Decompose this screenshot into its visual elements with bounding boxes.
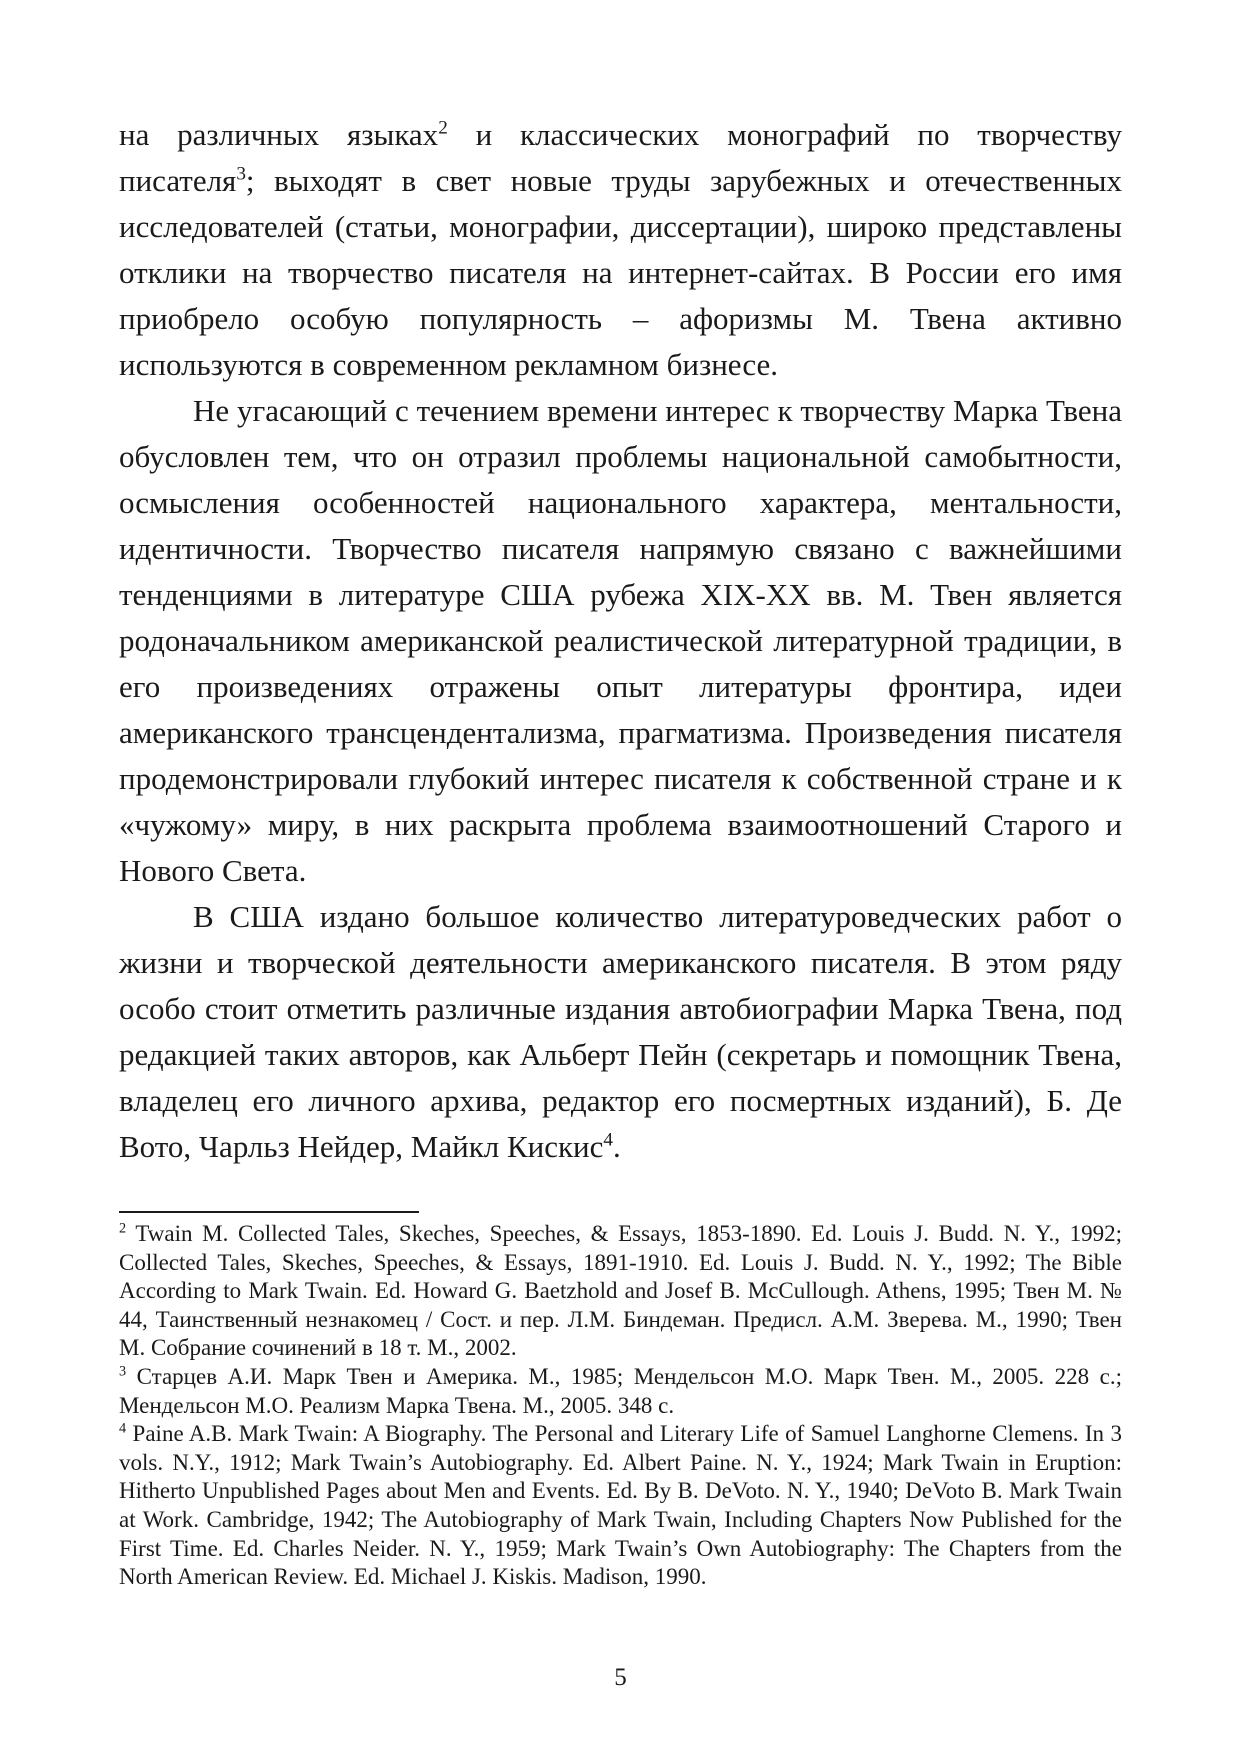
footnote-marker: 3 bbox=[119, 1363, 127, 1380]
footnote-4 bbox=[119, 1420, 1122, 1592]
footnote-text: Paine A.B. Mark Twain: A Biography. The Personal and Literary Life of Samuel Langhorne Clemens. In 3 vols. N.Y., 1912; Mark Twain’s Autobiography. Ed. Albert Paine. N. Y., 1924; Mark Twain in Eruption: Hitherto Unpublished Pages about Men and Events. Ed. By B. DeVoto. N. Y., 1940; DeVoto B. Mark Twain at Work. Cambridge, 1942; The Autobiography of Mark Twain, Including Chapters Now Published for the First Time. Ed. Charles Neider. N. Y., 1959; Mark Twain’s Own Autobiography: The Chapters from the North American Review. Ed. Michael J. Kiskis. Madison, 1990. bbox=[119, 1421, 1122, 1590]
paragraph-1-part-c: ; выходят в свет новые труды зарубежных и отечественных исследователей (статьи, монографии, диссертации), широко представлены отклики на творчество писателя на интернет-сайтах. В России его имя приобрело особую популярность – афоризмы М. Твена активно используются в современном рекламном бизнесе. bbox=[119, 163, 1122, 382]
footnote-3 bbox=[119, 1363, 1122, 1420]
paragraph-1 bbox=[119, 112, 1122, 388]
main-text bbox=[119, 112, 1122, 1170]
footnote-ref-4: 4 bbox=[603, 1129, 614, 1151]
footnote-text: Старцев А.И. Марк Твен и Америка. М., 1985; Мендельсон М.О. Марк Твен. М., 2005. 228 с.; Мендельсон М.О. Реализм Марка Твена. М., 2005. 348 с. bbox=[119, 1363, 1122, 1418]
paragraph-2: Не угасающий с течением времени интерес к творчеству Марка Твена обусловлен тем, что он отразил проблемы национальной самобытности, осмысления особенностей национального характера, ментальности, идентичности. Творчество писателя напрямую связано с важнейшими тенденциями в литературе США рубежа XIX-XX вв. М. Твен является родоначальником американской реалистической литературной традиции, в его произведениях отражены опыт литературы фронтира, идеи американского трансцендентализма, прагматизма. Произведения писателя продемонстрировали глубокий интерес писателя к собственной стране и к «чужому» миру, в них раскрыта проблема взаимоотношений Старого и Нового Света. bbox=[119, 393, 1122, 888]
footnote-text: Twain M. Collected Tales, Skeches, Speeches, & Essays, 1853-1890. Ed. Louis J. Budd. N. Y., 1992; Collected Tales, Skeches, Speeches, & Essays, 1891-1910. Ed. Louis J. Budd. N. Y., 1992; The Bible According to Mark Twain. Ed. Howard G. Baetzhold and Josef B. McCullough. Athens, 1995; Твен М. № 44, Таинственный незнакомец / Сост. и пер. Л.М. Биндеман. Предисл. А.М. Зверева. М., 1990; Твен М. Собрание сочинений в 18 т. М., 2002. bbox=[119, 1221, 1122, 1361]
footnote-ref-2: 2 bbox=[438, 117, 448, 139]
footnote-2 bbox=[119, 1220, 1122, 1363]
footnotes bbox=[119, 1220, 1122, 1592]
paragraph-3-part-a: В США издано большое количество литературоведческих работ о жизни и творческой деятельности американского писателя. В этом ряду особо стоит отметить различные издания автобиографии Марка Твена, под редакцией таких авторов, как Альберт Пейн (секретарь и помощник Твена, владелец его личного архива, редактор его посмертных изданий), Б. Де Вото, Чарльз Нейдер, Майкл Кискис bbox=[119, 899, 1122, 1164]
paragraph-1-part-a: на различных языках bbox=[119, 117, 439, 152]
footnote-ref-3: 3 bbox=[236, 163, 246, 185]
paragraph-3 bbox=[119, 894, 1122, 1170]
paragraph-1-part-b: и классических монографий по творчеству писателя bbox=[119, 117, 1123, 198]
footnote-marker: 4 bbox=[119, 1420, 127, 1437]
page-number: 5 bbox=[614, 1664, 627, 1691]
footnote-separator bbox=[119, 1211, 419, 1213]
footnote-marker: 2 bbox=[119, 1220, 127, 1237]
paragraph-3-part-b: . bbox=[613, 1129, 621, 1164]
